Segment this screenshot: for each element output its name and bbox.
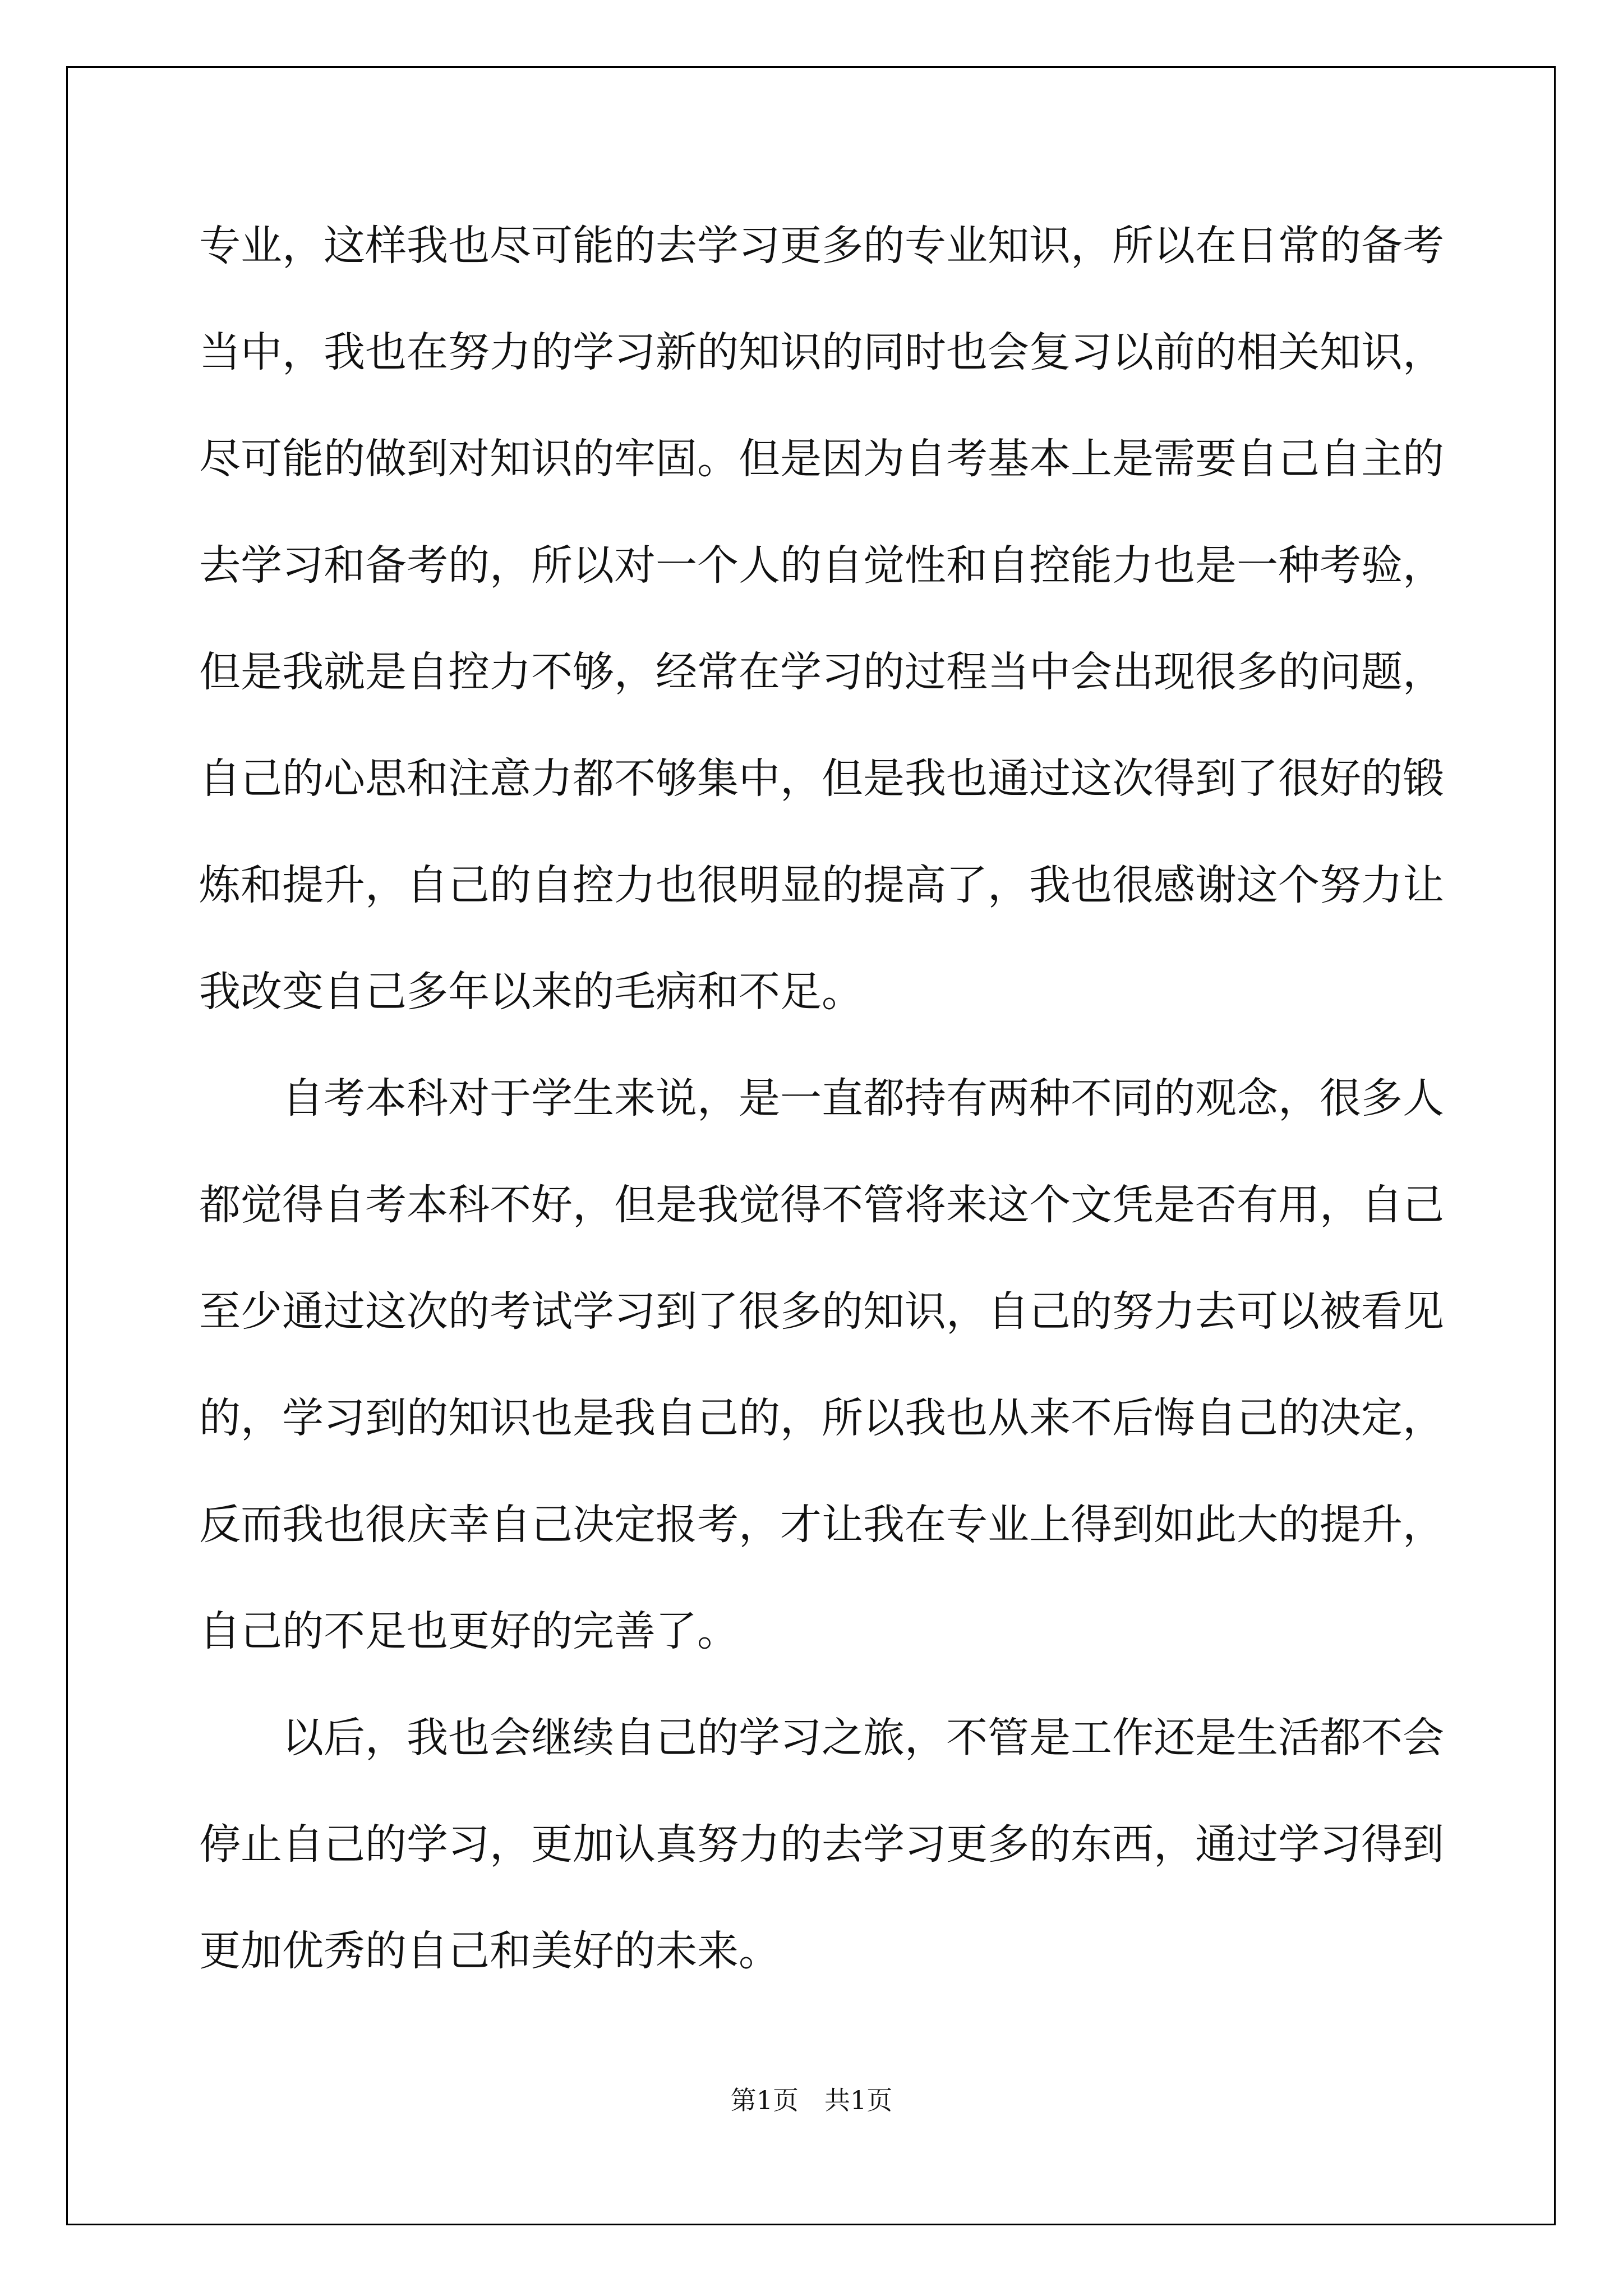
text-line: 专业，这样我也尽可能的去学习更多的专业知识，所以在日常的备考 [199, 222, 1444, 270]
text-line: 的，学习到的知识也是我自己的，所以我也从来不后悔自己的决定， [199, 1394, 1444, 1442]
text-line: 自己的心思和注意力都不够集中，但是我也通过这次得到了很好的锻 [199, 754, 1444, 803]
text-line: 停止自己的学习，更加认真努力的去学习更多的东西，通过学习得到 [199, 1820, 1444, 1869]
text-line: 反而我也很庆幸自己决定报考，才让我在专业上得到如此大的提升， [199, 1501, 1444, 1549]
text-line: 都觉得自考本科不好，但是我觉得不管将来这个文凭是否有用，自己 [199, 1181, 1444, 1229]
text-line: 尽可能的做到对知识的牢固。但是因为自考基本上是需要自己自主的 [199, 435, 1444, 483]
text-line: 但是我就是自控力不够，经常在学习的过程当中会出现很多的问题， [199, 648, 1444, 696]
paragraph-start-line: 以后，我也会继续自己的学习之旅，不管是工作还是生活都不会 [282, 1714, 1444, 1762]
page-footer: 第1页 共1页 [730, 2085, 893, 2115]
text-line: 更加优秀的自己和美好的未来。 [199, 1927, 780, 1975]
paragraph-start-line: 自考本科对于学生来说，是一直都持有两种不同的观念，很多人 [282, 1074, 1444, 1122]
text-line: 炼和提升，自己的自控力也很明显的提高了，我也很感谢这个努力让 [199, 861, 1444, 909]
text-line: 我改变自己多年以来的毛病和不足。 [199, 968, 863, 1016]
text-line: 去学习和备考的，所以对一个人的自觉性和自控能力也是一种考验， [199, 541, 1444, 590]
text-line: 至少通过这次的考试学习到了很多的知识，自己的努力去可以被看见 [199, 1287, 1444, 1336]
text-line: 自己的不足也更好的完善了。 [199, 1607, 739, 1655]
document-body [199, 212, 1444, 2024]
text-line: 当中，我也在努力的学习新的知识的同时也会复习以前的相关知识， [199, 328, 1444, 376]
